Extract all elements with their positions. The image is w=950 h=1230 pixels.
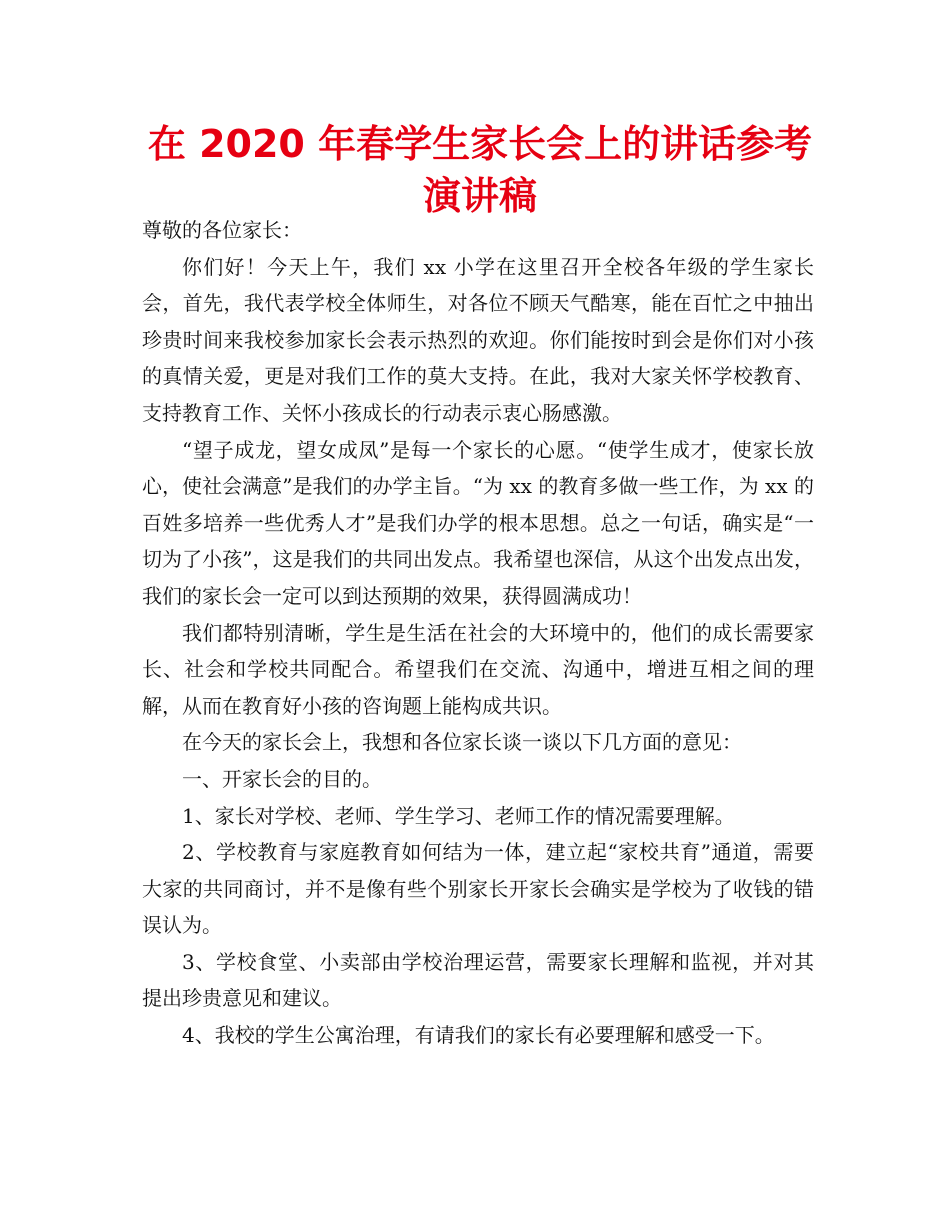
list-item-3: 3、学校食堂、小卖部由学校治理运营，需要家长理解和监视，并对其提出珍贵意见和建议。	[142, 949, 814, 1011]
paragraph-cooperation: 我们都特别清晰，学生是生活在社会的大环境中的，他们的成长需要家长、社会和学校共同配合。希望我们在交流、沟通中，增进互相之间的理解，从而在教育好小孩的咨询题上能构成共识。	[142, 620, 814, 718]
list-item-1: 1、家长对学校、老师、学生学习、老师工作的情况需要理解。	[182, 803, 735, 828]
paragraph-topics-intro: 在今天的家长会上，我想和各位家长谈一谈以下几方面的意见：	[182, 730, 742, 755]
list-item-4: 4、我校的学生公寓治理，有请我们的家长有必要理解和感受一下。	[182, 1023, 775, 1048]
document-body	[142, 212, 814, 1054]
list-item-2: 2、学校教育与家庭教育如何结为一体，建立起“家校共育”通道，需要大家的共同商讨，并不是像有些个别家长开家长会确实是学校为了收钱的错误认为。	[142, 840, 814, 938]
section-heading-purpose: 一、开家长会的目的。	[182, 766, 382, 791]
paragraph-motto: “望子成龙，望女成凤”是每一个家长的心愿。“使学生成才，使家长放心，使社会满意”是我们的办学主旨。“为 xx 的教育多做一些工作，为 xx 的百姓多培养一些优秀人才”是我们办学的根本思想。总之一句话，确实是“一切为了小孩”，这是我们的共同出发点。我希望也深信，从这个出发点出发，我们的家长会一定可以到达预期的效果，获得圆满成功！	[142, 437, 814, 608]
salutation: 尊敬的各位家长：	[142, 218, 302, 242]
document-title: 在 2020 年春学生家长会上的讲话参考演讲稿	[147, 122, 813, 218]
paragraph-welcome: 你们好！今天上午，我们 xx 小学在这里召开全校各年级的学生家长会，首先，我代表学校全体师生，对各位不顾天气酷寒，能在百忙之中抽出珍贵时间来我校参加家长会表示热烈的欢迎。你们能按时到会是你们对小孩的真情关爱，更是对我们工作的莫大支持。在此，我对大家关怀学校教育、支持教育工作、关怀小孩成长的行动表示衷心肠感激。	[142, 254, 814, 425]
